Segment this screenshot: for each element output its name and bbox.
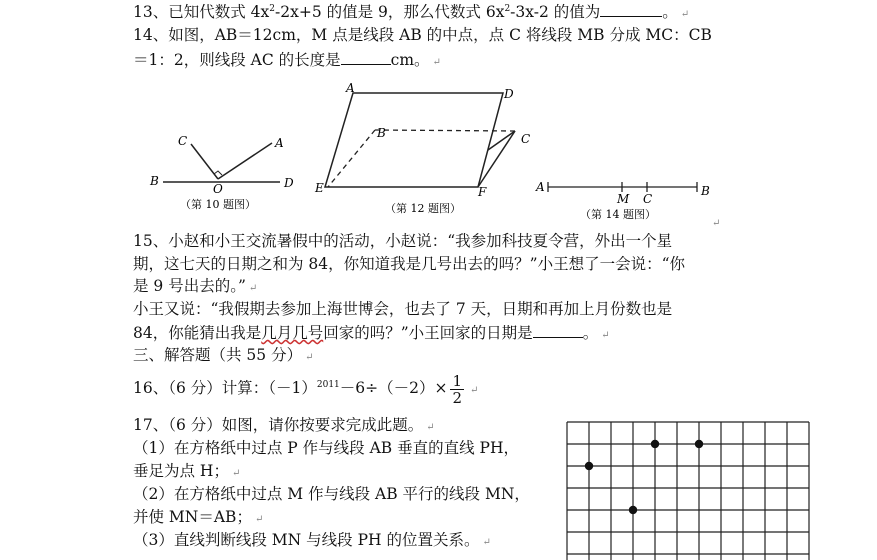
q17-line3: [133, 460, 240, 485]
q15-text-5c: 回家的吗？”小王回家的日期是: [323, 324, 533, 342]
fig12-plane-aefd: [325, 93, 503, 187]
q13-exp1: 2: [269, 3, 275, 14]
q14-text-1: 14、如图，AB＝12cm，M 点是线段 AB 的中点，点 C 将线段 MB 分成 MC：CB: [133, 26, 712, 44]
fig10-ray-oa: [218, 143, 272, 179]
paragraph-mark-icon: ↵: [482, 537, 491, 548]
q16-exponent: 2011: [316, 379, 340, 390]
q17-text-6: （3）直线判断线段 MN 与线段 PH 的位置关系。: [133, 531, 480, 549]
paragraph-mark-icon: ↵: [470, 385, 479, 396]
q14-text-2: ＝1：2，则线段 AC 的长度是: [133, 51, 341, 69]
paragraph-mark-icon: ↵: [432, 57, 441, 68]
fig10-caption: （第 10 题图）: [180, 198, 256, 211]
grid-point: [651, 440, 659, 448]
fig14-label-b: B: [701, 184, 710, 198]
q17-line5: [133, 506, 263, 531]
fig10-label-c: C: [178, 134, 188, 148]
q17-text-1: 17、（6 分）如图，请你按要求完成此题。: [133, 416, 424, 434]
paragraph-mark-icon: ↵: [254, 514, 264, 525]
q16-prefix: 16、（6 分）计算：（－1）: [133, 379, 317, 397]
q15-answer-blank[interactable]: [533, 321, 583, 338]
section-3-heading: [133, 344, 313, 369]
q15-text-2: 期，这七天的日期之和为 84，你知道我是几号出去的吗？”小王想了一会说：“你: [133, 255, 686, 273]
paragraph-mark-icon: ↵: [712, 218, 721, 229]
paragraph-mark-icon: ↵: [680, 9, 690, 20]
q13-exp2: 2: [504, 3, 511, 14]
q16-numerator: 1: [452, 371, 463, 390]
q15-line1: [133, 230, 672, 252]
q13-prefix: 13、已知代数式 4x: [133, 3, 270, 21]
section-3-title: 三、解答题（共 55 分）: [133, 346, 303, 364]
fig12-edge-be-hidden: [328, 130, 375, 187]
q16-body: －6÷（－2）×: [339, 379, 448, 397]
fig14-label-m: M: [617, 192, 630, 206]
fig10-label-a: A: [275, 136, 284, 150]
q13-suffix: 。: [662, 3, 678, 21]
grid-point: [585, 462, 593, 470]
fig10-label-b: B: [150, 174, 159, 188]
paragraph-mark-icon: ↵: [248, 283, 258, 294]
paragraph-mark-icon: ↵: [305, 352, 314, 363]
q13-mid2: -3x-2 的值为: [510, 3, 601, 21]
paragraph-mark-icon: ↵: [601, 330, 610, 341]
q14-unit: cm。: [390, 51, 430, 69]
q17-text-5: 并使 MN＝AB；: [133, 508, 252, 526]
q13-mid1: -2x+5 的值是 9，那么代数式 6x: [275, 3, 505, 21]
paragraph-mark-icon: ↵: [426, 422, 435, 433]
q15-line3: [133, 275, 257, 300]
q17-line2: [133, 437, 519, 459]
q17-text-4: （2）在方格纸中过点 M 作与线段 AB 平行的线段 MN，: [133, 485, 530, 503]
q15-text-5b: 几月几号: [261, 324, 324, 342]
q17-text-3: 垂足为点 H；: [133, 462, 229, 480]
grid-point: [629, 506, 637, 514]
fig12-label-f: F: [478, 185, 487, 199]
q15-text-1: 15、小赵和小王交流暑假中的活动，小赵说：“我参加科技夏令营，外出一个星: [133, 232, 673, 250]
paragraph-mark-icon: ↵: [231, 468, 241, 479]
q17-line1: [133, 414, 435, 439]
fig12-label-c: C: [521, 132, 531, 146]
fig12-edge-bc-hidden: [375, 130, 515, 131]
grid-point: [695, 440, 703, 448]
figure-14: [535, 180, 720, 229]
fig12-label-a: A: [346, 81, 355, 95]
q15-text-3: 是 9 号出去的。”: [133, 277, 246, 295]
fig12-label-d: D: [504, 87, 514, 101]
grid-paper[interactable]: [565, 420, 875, 560]
q15-line2: [133, 253, 685, 275]
figure-10: [149, 134, 294, 211]
q17-text-2: （1）在方格纸中过点 P 作与线段 AB 垂直的直线 PH，: [133, 439, 519, 457]
fig12-edge-fc: [478, 131, 515, 187]
fig10-label-d: D: [284, 176, 294, 190]
fig12-label-b: B: [377, 126, 386, 140]
fig10-label-o: O: [213, 182, 223, 196]
q15-text-4: 小王又说：“我假期去参加上海世博会，也去了 7 天，日期和再加上月份数也是: [133, 300, 673, 318]
fig14-label-a: A: [536, 180, 545, 194]
figure-12: [314, 81, 530, 215]
fig14-label-c: C: [643, 192, 653, 206]
q16-denominator: 2: [452, 388, 463, 407]
fig14-caption: （第 14 题图）: [580, 208, 656, 221]
q17-line4: [133, 483, 530, 505]
q16-fraction: [450, 373, 464, 406]
q17-line6: [133, 529, 491, 554]
fig12-caption: （第 12 题图）: [385, 202, 461, 215]
q15-text-5d: 。: [582, 324, 599, 342]
q16-line: [133, 372, 478, 407]
q15-line4: [133, 298, 672, 320]
fig12-label-e: E: [315, 181, 324, 195]
q15-text-5a: 84，你能猜出我是: [133, 324, 262, 342]
